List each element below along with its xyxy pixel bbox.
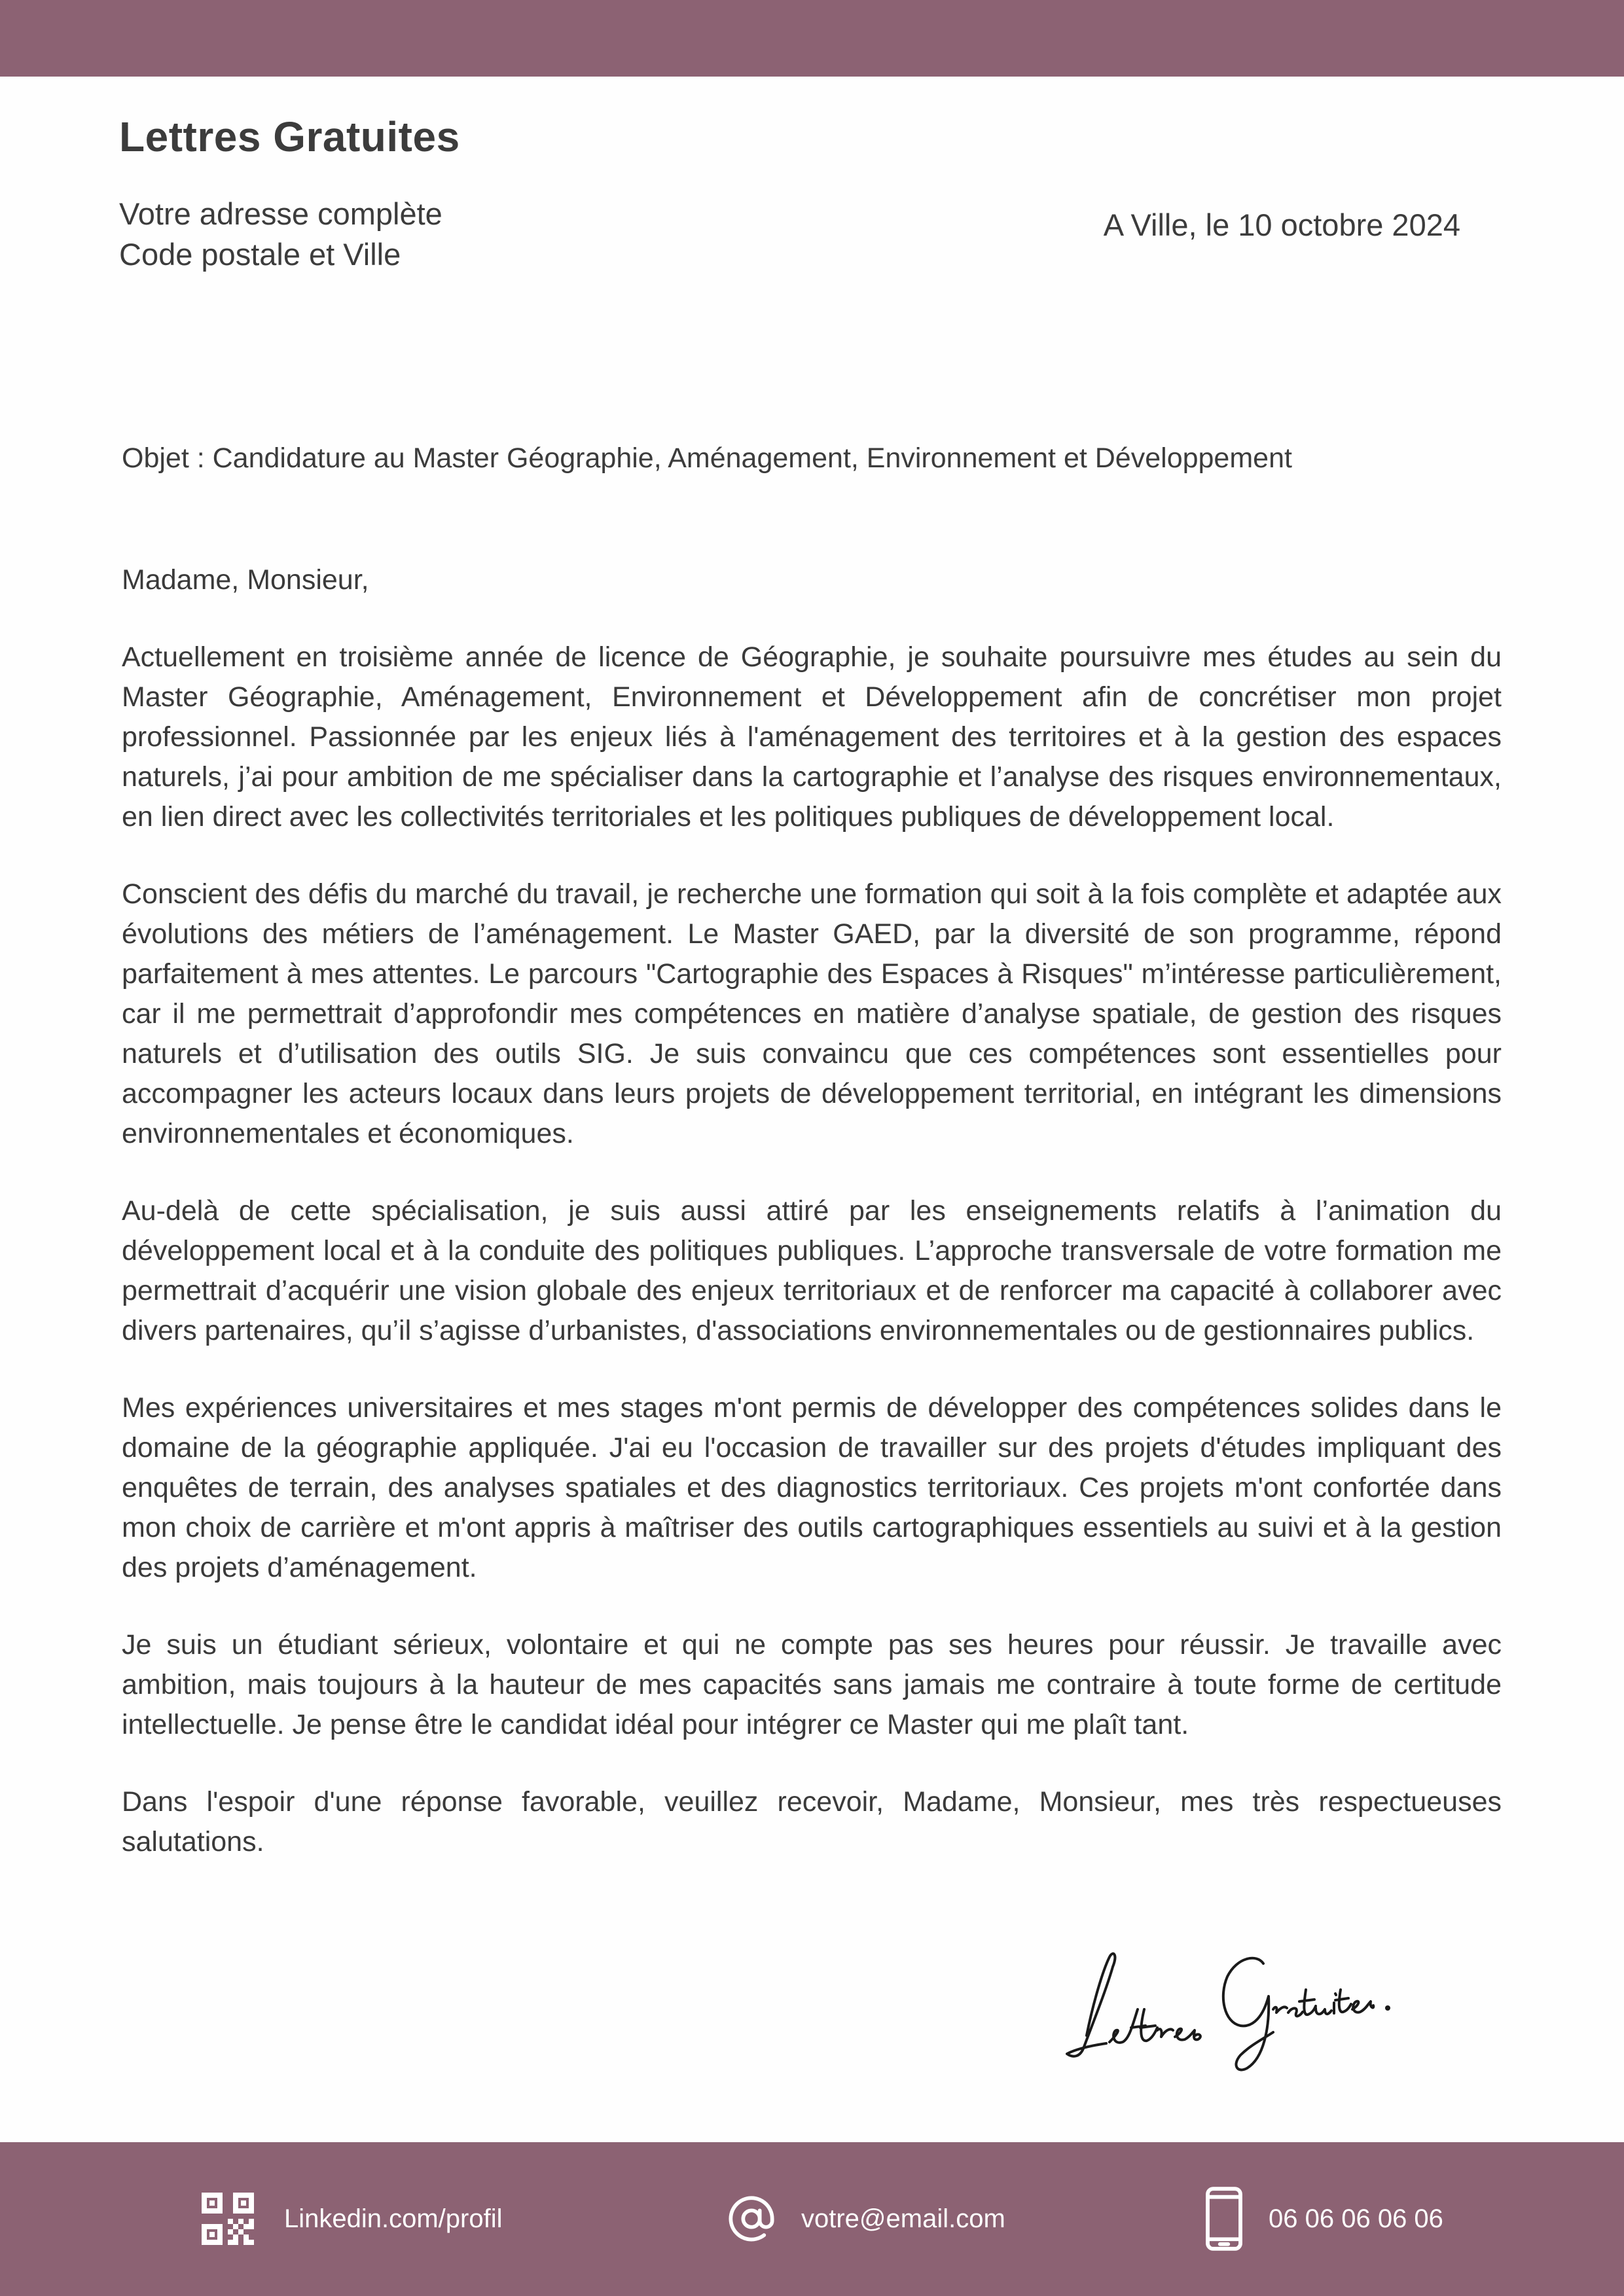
linkedin-text: Linkedin.com/profil xyxy=(284,2204,503,2233)
phone-text: 06 06 06 06 06 xyxy=(1269,2204,1443,2233)
sender-name: Lettres Gratuites xyxy=(119,113,460,160)
handwritten-signature xyxy=(1047,1918,1440,2088)
place-date: A Ville, le 10 octobre 2024 xyxy=(1103,207,1460,242)
sender-address-line2: Code postale et Ville xyxy=(119,237,401,272)
at-sign-icon xyxy=(727,2194,776,2244)
footer-phone[interactable] xyxy=(1204,2186,1443,2251)
footer-linkedin[interactable] xyxy=(196,2186,503,2251)
body-paragraph: Conscient des défis du marché du travail, je recherche une formation qui soit à la fois complète et adaptée aux évolutions des métiers de l’aménagement. Le Master GAED, par la diversité de son programme, répond parfaitement à mes attentes. Le parcours "Cartographie des Espaces à Risques" m’intéresse particulièrement, car il me permettrait d’approfondir mes compétences en matière d’analyse spatiale, de gestion des risques naturels et d’utilisation des outils SIG. Je suis convaincu que ces compétences sont essentielles pour accompagner les acteurs locaux dans leurs projets de développement territorial, en intégrant les dimensions environnementales et économiques. xyxy=(122,878,1502,1149)
sender-address xyxy=(119,194,442,275)
footer-email[interactable] xyxy=(727,2186,1005,2251)
letter-subject: Objet : Candidature au Master Géographie, Aménagement, Environnement et Développement xyxy=(122,442,1292,474)
salutation: Madame, Monsieur, xyxy=(122,564,369,596)
smartphone-icon xyxy=(1204,2186,1244,2251)
body-paragraph: Mes expériences universitaires et mes stages m'ont permis de développer des compétences solides dans le domaine de la géographie appliquée. J'ai eu l'occasion de travailler sur des projets d'études impliquant des enquêtes de terrain, des analyses spatiales et des diagnostics territoriaux. Ces projets m'ont confortée dans mon choix de carrière et m'ont appris à maîtriser des outils cartographiques essentiels au suivi et à la gestion des projets d’aménagement. xyxy=(122,1392,1502,1583)
body-paragraph: Actuellement en troisième année de licence de Géographie, je souhaite poursuivre mes études au sein du Master Géographie, Aménagement, Environnement et Développement afin de concrétiser mon projet professionnel. Passionnée par les enjeux liés à l'aménagement des territoires et à la gestion des espaces naturels, j’ai pour ambition de me spécialiser dans la cartographie et l’analyse des risques environnementaux, en lien direct avec les collectivités territoriales et les politiques publiques de développement local. xyxy=(122,641,1502,833)
closing-paragraph: Dans l'espoir d'une réponse favorable, veuillez recevoir, Madame, Monsieur, mes très respectueuses salutations. xyxy=(122,1786,1502,1857)
body-paragraph: Au-delà de cette spécialisation, je suis aussi attiré par les enseignements relatifs à l’animation du développement local et à la conduite des politiques publiques. L’approche transversale de votre formation me permettrait d’acquérir une vision globale des enjeux territoriaux et de renforcer ma capacité à collaborer avec divers partenaires, qu’il s’agisse d’urbanistes, d'associations environnementales ou de gestionnaires publics. xyxy=(122,1195,1502,1346)
letter-body xyxy=(122,560,1502,1899)
sender-address-line1: Votre adresse complète xyxy=(119,196,442,231)
email-text: votre@email.com xyxy=(801,2204,1005,2233)
body-paragraph: Je suis un étudiant sérieux, volontaire et qui ne compte pas ses heures pour réussir. Je travaille avec ambition, mais toujours à la hauteur de mes capacités sans jamais me contraire à toute forme de certitude intellectuelle. Je pense être le candidat idéal pour intégrer ce Master qui me plaît tant. xyxy=(122,1629,1502,1740)
qr-code-icon xyxy=(196,2187,259,2250)
header-band xyxy=(0,0,1624,77)
